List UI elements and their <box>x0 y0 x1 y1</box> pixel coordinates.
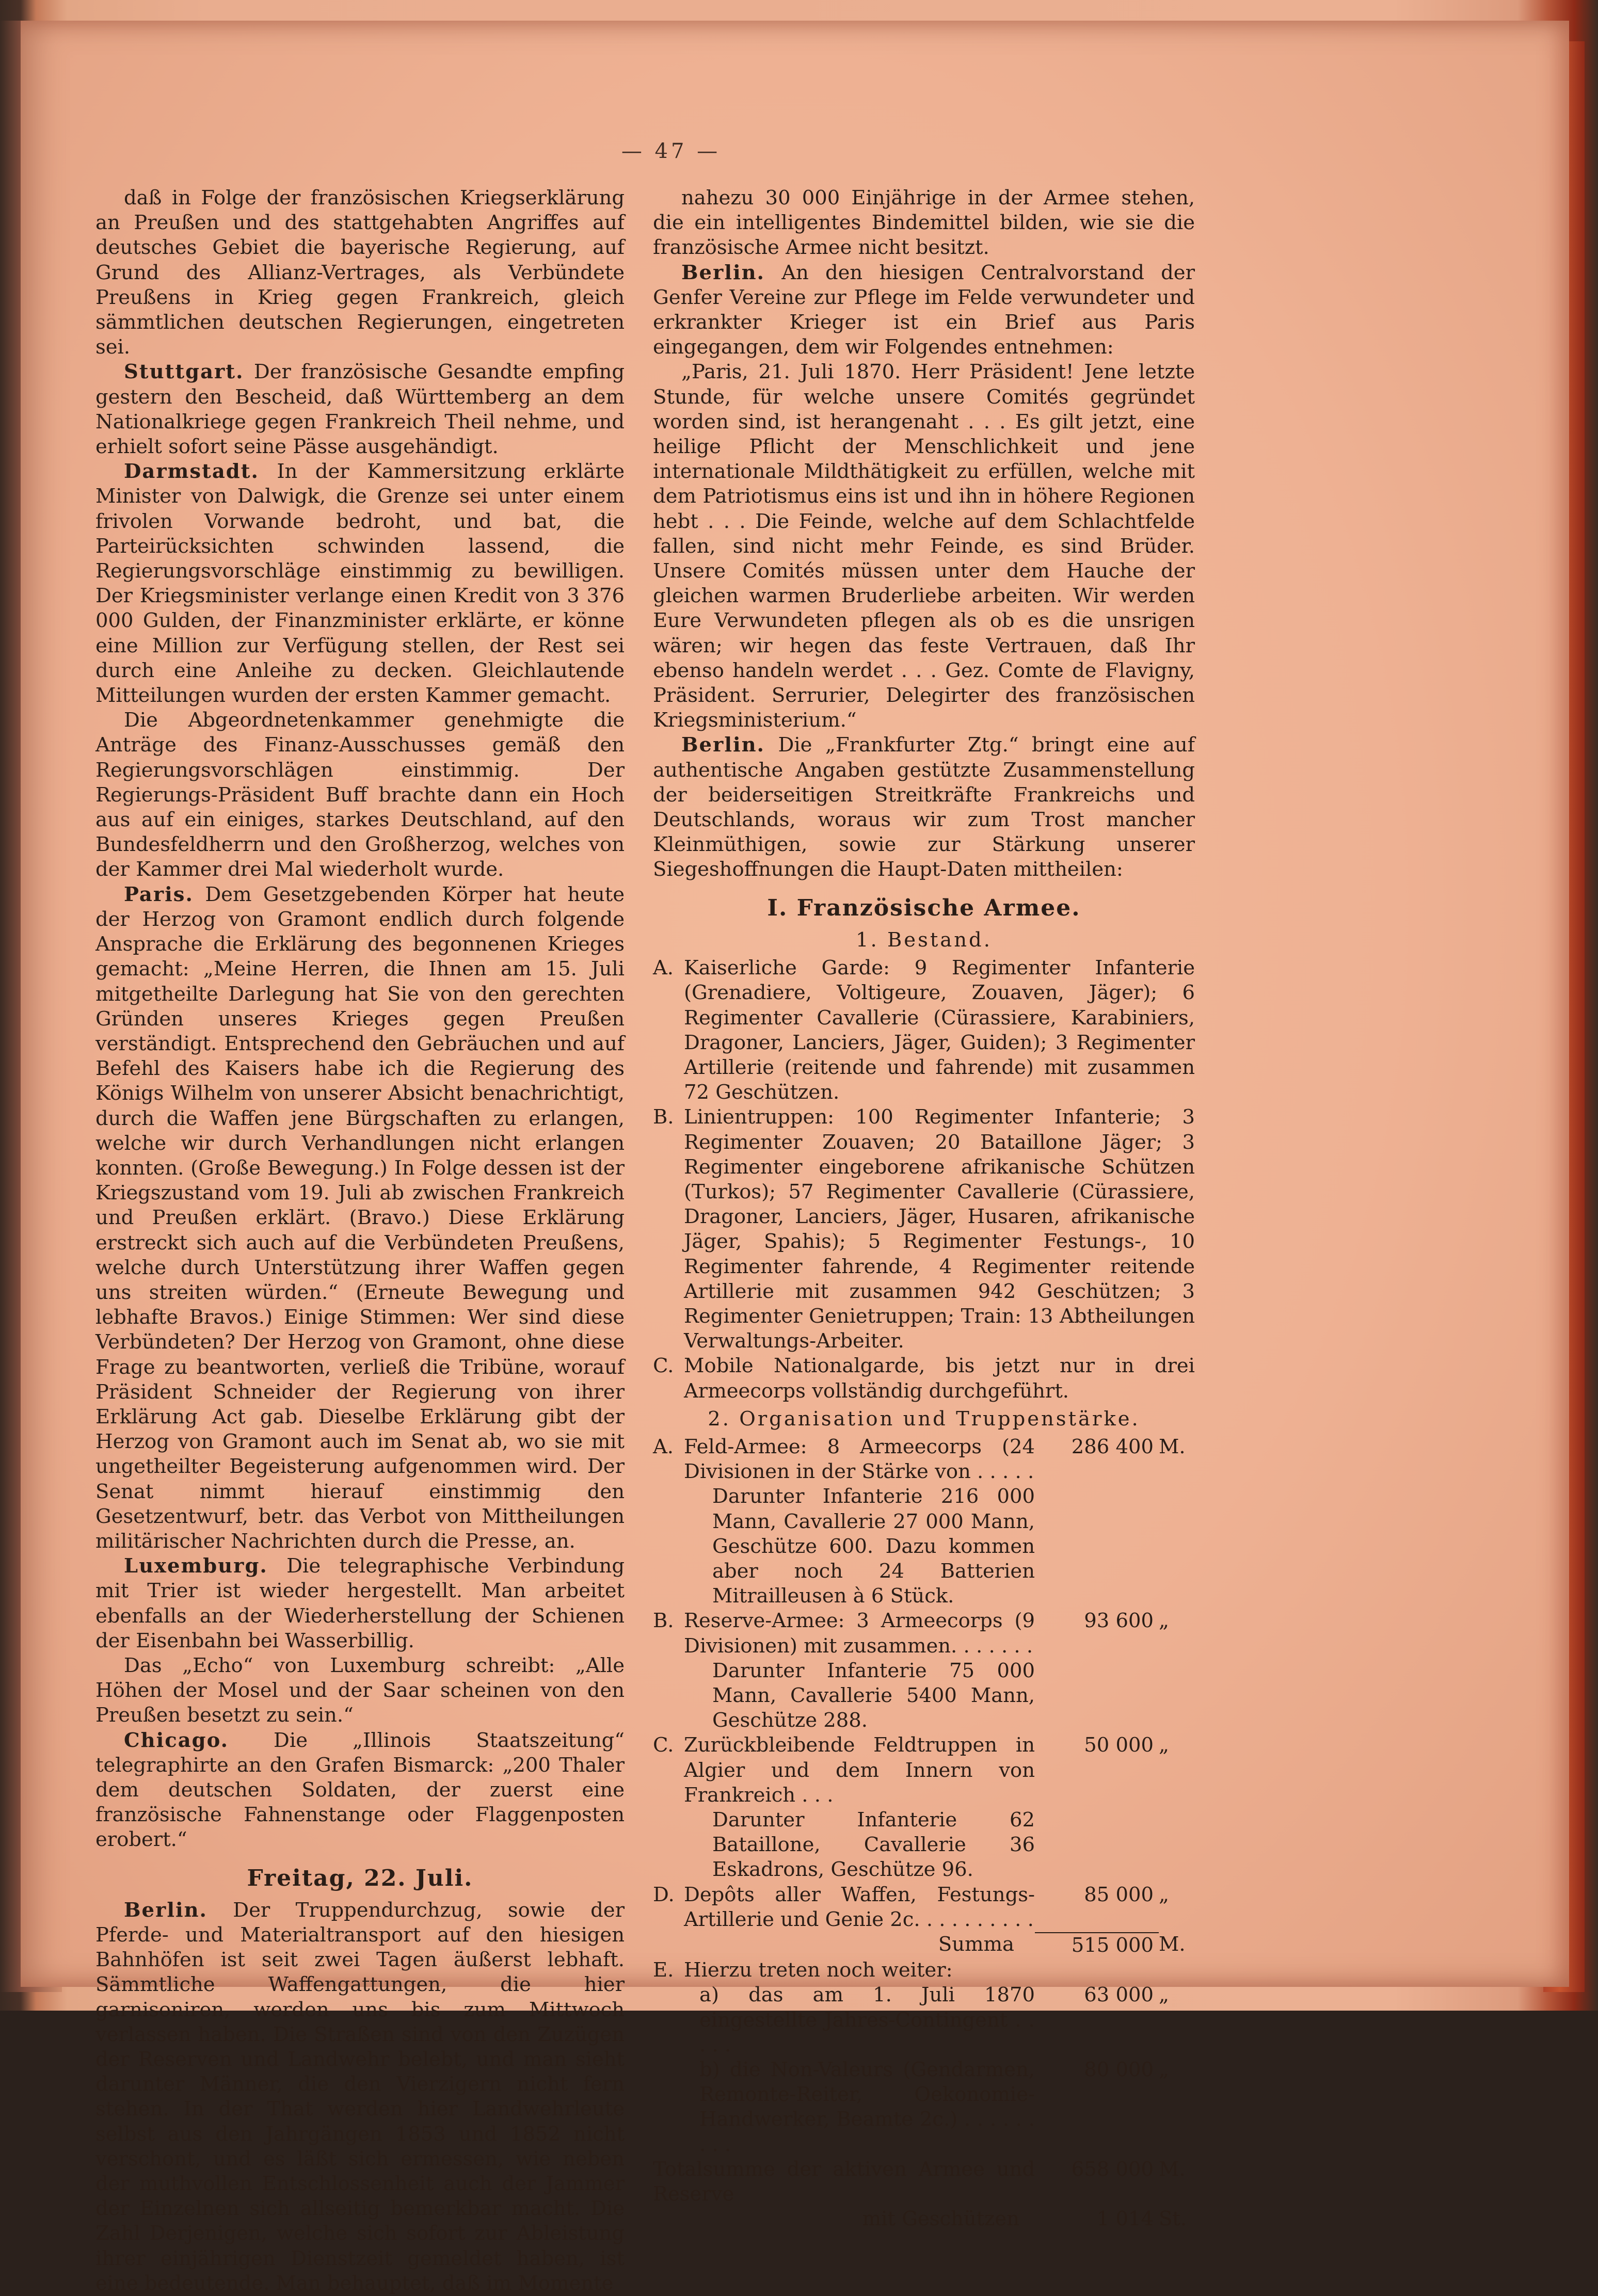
guns-value: 1 014 <box>1096 2207 1154 2231</box>
paragraph <box>95 882 625 1554</box>
total-value: 658 000 <box>1071 2157 1154 2181</box>
total-unit: M. <box>1159 2157 1186 2181</box>
item-value: 50 000 <box>1084 1733 1154 1757</box>
paragraph <box>95 708 625 882</box>
item-letter: A. <box>653 1435 674 1458</box>
item-letter: C. <box>653 1733 674 1757</box>
item-unit: „ <box>1159 1733 1169 1757</box>
item-note: Darunter Infanterie 216 000 Mann, Cavallerie 27 000 Mann, Geschütze 600. Dazu kommen aber noch 24 Batterien Mitrailleusen à 6 Stück. <box>712 1485 1035 1608</box>
item-letter: B. <box>653 1609 674 1633</box>
item-letter: D. <box>653 1883 675 1906</box>
paragraph-text: An den hiesigen Centralvorstand der Genfer Vereine zur Pflege im Felde verwundeter und erkrankter Krieger ist ein Brief aus Paris eingegangen, dem wir Folgendes entnehmen: <box>653 261 1195 359</box>
paragraph <box>653 261 1195 360</box>
bestand-heading: 1. Bestand. <box>856 928 992 952</box>
dateline: Chicago. <box>124 1728 229 1752</box>
item-unit: M. <box>1159 1435 1186 1458</box>
left-column <box>95 186 625 2296</box>
right-paragraphs <box>653 186 1195 882</box>
item-text: Kaiserliche Garde: 9 Regimenter Infanterie (Grenadiere, Voltigeure, Zouaven, Jäger); 6 Regimenter Cavallerie (Cürassiere, Karabiniers, Dragoner, Lanciers, Jäger, Guiden); 3 Regimenter Artillerie (reitende und fahrende) mit zusammen 72 Geschützen. <box>684 956 1195 1104</box>
paragraph <box>95 1554 625 1653</box>
paragraph <box>95 1728 625 1853</box>
item-text: Feld-Armee: 8 Armeecorps (24 Divisionen in der Stärke von . . . . . <box>684 1435 1035 1484</box>
paragraph-text: Das „Echo“ von Luxemburg schreibt: „Alle Höhen der Mosel und der Saar scheinen von den Preußen besetzt zu sein.“ <box>95 1653 625 1727</box>
bestand-item <box>653 956 1195 1105</box>
addition-unit: „ <box>1159 2058 1169 2082</box>
section-e-text: Hierzu treten noch weiter: <box>684 1958 953 1982</box>
item-letter: A. <box>653 956 674 980</box>
section-e <box>653 1958 1195 2157</box>
item-unit: „ <box>1159 1883 1169 1906</box>
summa-label: Summa <box>938 1933 1014 1956</box>
dateline: Berlin. <box>681 261 765 284</box>
dateline: Berlin. <box>681 733 765 757</box>
addition-text: b) die Non-Valeurs (Gendarmen, Remonte-Reiter, Oekonomie-Handwerker, Beamte 2c.) . . . . . . . . . <box>699 2058 1035 2156</box>
addition-value: 80 000 <box>1084 2058 1154 2082</box>
addition-unit: „ <box>1159 1983 1169 2007</box>
paragraph <box>95 186 625 360</box>
dateline: Berlin. <box>124 1898 207 1922</box>
paragraph-text: Dem Gesetzgebenden Körper hat heute der Herzog von Gramont endlich durch folgende Ansprache die Erklärung des begonnenen Krieges gemacht: „Meine Herren, die Ihnen am 15. Juli mitgetheilte Darlegung hat Sie von den gerechten Gründen unseres Krieges gegen Preußen verständigt. Entsprechend den Gebräuchen und auf Befehl des Kaisers habe ich die Regierung des Königs Wilhelm von unserer Absicht benachrichtigt, durch die Waffen jene Bürgschaften zu erlangen, welche wir durch Verhandlungen nicht erlangen konnten. (Große Bewegung.) In Folge dessen ist der Kriegszustand vom 19. Juli ab zwischen Frankreich und Preußen erklärt. (Bravo.) Diese Erklärung erstreckt sich auch auf die Verbündeten Preußens, welche durch Unterstützung ihrer Waffen gegen uns streiten würden.“ (Erneute Bewegung und lebhafte Bravos.) Einige Stimmen: Wer sind diese Verbündeten? Der Herzog von Gramont, ohne diese Frage zu beantworten, verließ die Tribüne, worauf Präsident Schneider der Regierung von ihrer Erklärung Act gab. Dieselbe Erklärung gibt der Herzog von Gramont auch im Senat ab, wo sie mit ungetheilter Begeisterung aufgenommen wird. Der Senat nimmt hierauf einstimmig den Gesetzentwurf, betr. das Verbot von Mittheilungen militärischer Nachrichten durch die Presse, an. <box>95 882 625 1553</box>
page-number: — 47 — <box>621 139 721 163</box>
addition-text: a) das am 1. Juli 1870 eingestellte Jahres-Contingent . . . . . <box>699 1983 1035 2057</box>
day-heading: Freitag, 22. Juli. <box>247 1865 473 1891</box>
paragraph-text: daß in Folge der französischen Kriegserklärung an Preußen und des stattgehabten Angriffes auf deutsches Gebiet die bayerische Regierung, auf Grund des Allianz-Vertrages, als Verbündete Preußens in Krieg gegen Frankreich, gleich sämmtlichen deutschen Regierungen, eingetreten sei. <box>95 186 625 359</box>
strength-item <box>653 1609 1195 1733</box>
strength-item <box>653 1883 1195 1932</box>
summa-unit: M. <box>1159 1933 1186 1956</box>
amount-row <box>684 1435 1195 1484</box>
paragraph-text: Die „Frankfurter Ztg.“ bringt eine auf authentische Angaben gestützte Zusammenstellung der beiderseitigen Streitkräfte Frankreichs und Deutschlands, woraus wir zum Trost mancher Kleinmüthigen, sowie zur Stärkung unserer Siegeshoffnungen die Haupt-Daten mittheilen: <box>653 733 1195 881</box>
paragraph <box>653 186 1195 261</box>
item-unit: „ <box>1159 1609 1169 1633</box>
dateline: Luxemburg. <box>124 1554 268 1578</box>
summa-row <box>653 1932 1195 1958</box>
addition-value: 63 000 <box>1084 1983 1154 2007</box>
amount-row <box>684 1733 1195 1808</box>
paragraph <box>653 360 1195 733</box>
strength-list <box>653 1435 1195 1932</box>
army-heading: I. Französische Armee. <box>767 894 1081 921</box>
organisation-heading: 2. Organisation und Truppenstärke. <box>708 1407 1140 1431</box>
total-row <box>653 2157 1195 2207</box>
dateline: Darmstadt. <box>124 460 259 484</box>
left-paragraphs-after <box>95 1898 625 2296</box>
amount-row <box>684 1609 1195 1658</box>
item-text: Zurückbleibende Feldtruppen in Algier und dem Innern von Frankreich . . . <box>684 1733 1035 1807</box>
paragraph-text: In der Kammersitzung erklärte Minister von Dalwigk, die Grenze sei unter einem frivolen Vorwande bedroht, und bat, die Parteirücksichten schwinden lassend, die Regierungsvorschläge einstimmig zu bewilligen. Der Kriegsminister verlange einen Kredit von 3 376 000 Gulden, der Finanzminister erklärte, er könne eine Million zur Verfügung stellen, der Rest sei durch eine Anleihe zu decken. Gleichlautende Mitteilungen wurden der ersten Kammer gemacht. <box>95 460 625 708</box>
paragraph <box>95 459 625 708</box>
paragraph-text: Die telegraphische Verbindung mit Trier ist wieder hergestellt. Man arbeitet ebenfalls an der Wiederherstellung der Schienen der Eisenbahn bei Wasserbillig. <box>95 1554 625 1652</box>
paragraph <box>95 1653 625 1728</box>
guns-unit: St. <box>1159 2207 1187 2231</box>
addition-row <box>684 2058 1195 2157</box>
summa-value: 515 000 <box>1035 1932 1159 1958</box>
section-letter: E. <box>653 1958 674 1982</box>
dateline: Stuttgart. <box>124 360 244 384</box>
paragraph-text: Der Truppendurchzug, sowie der Pferde- und Materialtransport auf den hiesigen Bahnhöfen ist seit zwei Tagen äußerst lebhaft. Sämmtliche Waffengattungen, die hier garnisoniren, werden uns bis zum Mittwoch verlassen haben. Die Straßen sind von den Zuzügen der Reserven und Landwehr belebt, und man sieht darunter Männer, die den Vierzigern nicht fern stehen. In der That werden hier Landwehrleute selbst aus den Jahrgängen 1853 und 1852 nicht verschont, und es läßt sich ermessen, wie neben der muthvollen Entschlossenheit auch der Jammer der Einzelnen sich allseitig bemerkbar macht. Die Zahl Derjenigen, welche sich sofort zur Ableistung ihrer einjährigen Dienstzeit gemeldet haben, ist eine bedeutende. Man behauptet, daß im Momente <box>95 1898 625 2295</box>
guns-label: mit Geschützen <box>862 2207 1019 2231</box>
item-letter: C. <box>653 1354 674 1378</box>
item-note: Darunter Infanterie 62 Bataillone, Cavallerie 36 Eskadrons, Geschütze 96. <box>712 1808 1035 1882</box>
paragraph-text: Die Abgeordnetenkammer genehmigte die Anträge des Finanz-Ausschusses gemäß den Regierungsvorschlägen einstimmig. Der Regierungs-Präsident Buff brachte dann ein Hoch aus auf ein einiges, starkes Deutschland, auf den Bundesfeldherrn und den Großherzog, welches von der Kammer drei Mal wiederholt wurde. <box>95 709 625 881</box>
bestand-list <box>653 956 1195 1404</box>
item-text: Linientruppen: 100 Regimenter Infanterie; 3 Regimenter Zouaven; 20 Bataillone Jäger; 3 Regimenter eingeborene afrikanische Schützen (Turkos); 57 Regimenter Cavallerie (Cürassiere, Dragoner, Lanciers, Jäger, Husaren, afrikanische Jäger, Spahis); 5 Regimenter Festungs-, 10 Regimenter fahrende, 4 Regimenter reitende Artillerie mit zusammen 942 Geschützen; 3 Regimenter Genietruppen; Train: 13 Abtheilungen Verwaltungs-Arbeiter. <box>684 1105 1195 1353</box>
amount-row <box>684 1883 1195 1932</box>
paragraph-text: Der französische Gesandte empfing gestern den Bescheid, daß Württemberg an dem Nationalkriege gegen Frankreich Theil nehme, und erhielt sofort seine Pässe ausgehändigt. <box>95 360 625 459</box>
item-text: Depôts aller Waffen, Festungs-Artillerie und Genie 2c. . . . . . . . . . <box>684 1883 1035 1931</box>
item-letter: B. <box>653 1105 674 1129</box>
paragraph <box>95 1898 625 2296</box>
guns-row <box>653 2207 1195 2231</box>
total-label: Totalsumme der aktiven Armee und Reserve <box>653 2157 1035 2206</box>
additions-list <box>684 1983 1195 2157</box>
paragraph-text: Die „Illinois Staatszeitung“ telegraphirte an den Grafen Bismarck: „200 Thaler dem deutschen Soldaten, der zuerst eine französische Fahnenstange oder Flaggenposten erobert.“ <box>95 1728 625 1852</box>
dateline: Paris. <box>124 882 194 906</box>
bestand-item <box>653 1354 1195 1403</box>
item-value: 286 400 <box>1071 1435 1154 1458</box>
addition-row <box>684 1983 1195 2058</box>
item-value: 93 600 <box>1084 1609 1154 1633</box>
bestand-item <box>653 1105 1195 1354</box>
strength-item <box>653 1435 1195 1609</box>
paragraph <box>653 733 1195 882</box>
strength-item <box>653 1733 1195 1882</box>
left-paragraphs <box>95 186 625 1853</box>
item-text: Reserve-Armee: 3 Armeecorps (9 Divisionen) mit zusammen. . . . . . . <box>684 1609 1035 1658</box>
paragraph <box>95 360 625 459</box>
right-column <box>653 186 1195 2231</box>
paragraph-text: „Paris, 21. Juli 1870. Herr Präsident! Jene letzte Stunde, für welche unsere Comités gegründet worden sind, ist herangenaht . . . Es gilt jetzt, eine heilige Pflicht der Menschlichkeit und jene internationale Mildthätigkeit zu erfüllen, welche mit dem Patriotismus eins ist und ihn in höhere Regionen hebt . . . Die Feinde, welche auf dem Schlachtfelde fallen, sind nicht mehr Feinde, es sind Brüder. Unsere Comités müssen unter dem Hauche der gleichen warmen Bruderliebe arbeiten. Wir werden Eure Verwundeten pflegen als ob es die unsrigen wären; wir hegen das feste Vertrauen, daß Ihr ebenso handeln werdet . . . Gez. Comte de Flavigny, Präsident. Serrurier, Delegirter des französischen Kriegsministerium.“ <box>653 360 1195 732</box>
item-note: Darunter Infanterie 75 000 Mann, Cavallerie 5400 Mann, Geschütze 288. <box>712 1659 1035 1732</box>
item-text: Mobile Nationalgarde, bis jetzt nur in drei Armeecorps vollständig durchgeführt. <box>684 1354 1195 1403</box>
paragraph-text: nahezu 30 000 Einjährige in der Armee stehen, die ein intelligentes Bindemittel bilden, wie sie die französische Armee nicht besitzt. <box>653 186 1195 260</box>
item-value: 85 000 <box>1084 1883 1154 1906</box>
